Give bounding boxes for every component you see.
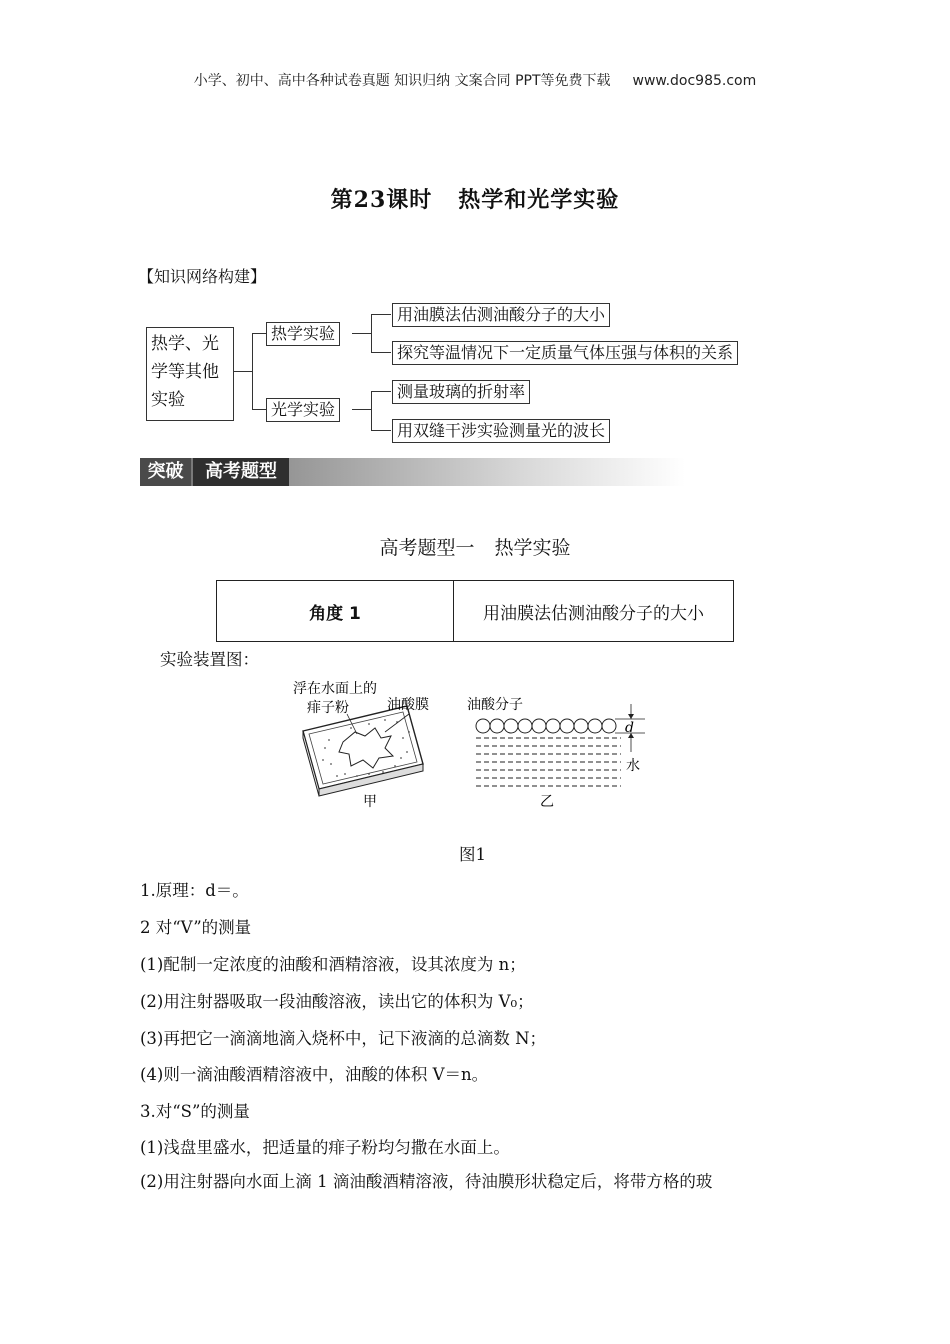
body-line-2: 2 对“V”的测量 [140,918,252,937]
item-gas-law: 探究等温情况下一定质量气体压强与体积的关系 [392,341,738,365]
right-label-1: 油酸分子 [467,697,523,713]
header-site[interactable]: www.doc985.com [632,73,757,89]
angle-table [216,580,734,642]
experiment-figure [285,676,675,821]
left-label-2: 痱子粉 [307,700,349,716]
branch-thermal: 热学实验 [266,322,340,346]
banner-part1: 突破 [140,458,191,486]
section-title: 热学实验 [494,537,571,559]
tray-illustration [303,706,423,796]
knowledge-label: 【知识网络构建】 [138,267,267,286]
item-oil-film: 用油膜法估测油酸分子的大小 [392,303,610,327]
network-root: 热学、光学等其他实验 [146,327,234,421]
right-d: d [625,720,634,736]
right-water: 水 [626,758,640,774]
section-heading [0,533,950,560]
body-line-8: (1)浅盘里盛水，把适量的痱子粉均匀撒在水面上。 [140,1138,510,1157]
item-refraction: 测量玻璃的折射率 [392,380,530,404]
left-label-3: 油酸膜 [387,697,429,713]
figure-caption: 图1 [459,845,486,864]
page-header [0,70,950,90]
angle-title: 用油膜法估测油酸分子的大小 [454,581,734,642]
body-line-1: 1.原理：d＝。 [140,881,249,900]
figure-intro: 实验装置图： [160,650,259,669]
banner-part2: 高考题型 [193,458,289,486]
body-line-6: (4)则一滴油酸酒精溶液中，油酸的体积 V＝n。 [140,1065,489,1084]
left-caption: 甲 [363,794,377,810]
title-lesson: 第23课时 [330,187,433,213]
water-lines [476,738,621,786]
body-line-7: 3.对“S”的测量 [140,1102,250,1121]
branch-optical: 光学实验 [266,398,340,422]
right-caption: 乙 [540,794,554,810]
body-line-4: (2)用注射器吸取一段油酸溶液，读出它的体积为 V₀； [140,992,534,1011]
left-label-1: 浮在水面上的 [293,681,377,697]
body-line-3: (1)配制一定浓度的油酸和酒精溶液，设其浓度为 n； [140,955,526,974]
section-number: 高考题型一 [379,537,475,559]
molecule-row [476,719,616,733]
title-topic: 热学和光学实验 [458,187,620,213]
body-line-9: (2)用注射器向水面上滴 1 滴油酸酒精溶液，待油膜形状稳定后，将带方格的玻 [140,1172,713,1191]
header-text: 小学、初中、高中各种试卷真题 知识归纳 文案合同 PPT等免费下载 [193,73,611,89]
item-double-slit: 用双缝干涉实验测量光的波长 [392,419,610,443]
angle-label: 角度 1 [217,581,454,642]
page-title [0,183,950,214]
body-line-5: (3)再把它一滴滴地滴入烧杯中，记下液滴的总滴数 N； [140,1029,547,1048]
section-banner [140,458,685,486]
